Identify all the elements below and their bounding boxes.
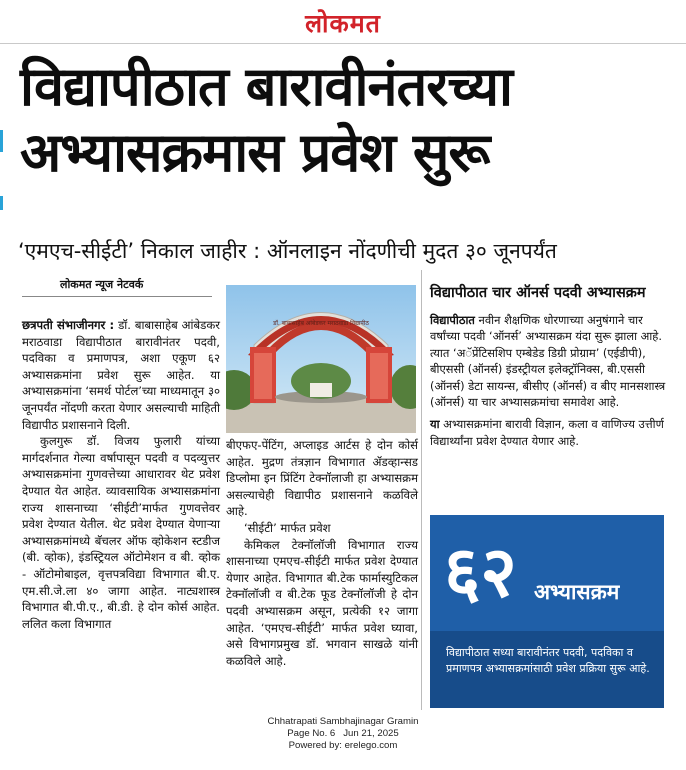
dateline: छत्रपती संभाजीनगर : xyxy=(22,318,115,332)
sidebar-heading: विद्यापीठात चार ऑनर्स पदवी अभ्यासक्रम xyxy=(430,285,646,301)
powered-by: Powered by: erelego.com xyxy=(288,740,398,751)
paragraph-text: डॉ. बाबासाहेब आंबेडकर मराठवाडा विद्यापीठात बारावीनंतर पदवी, पदविका व प्रमाणपत्र, अशा एकूण ६२ अभ्यासक्रमांना प्रवेश सुरू आहेत. या अभ्यासक्रमांना ‘समर्थ पोर्टल’च्या माध्यमातून ३० जूनपर्यंत नोंदणी करता येणार असल्याची माहिती विद्यापीठ प्रशासनाने दिली. xyxy=(22,318,220,432)
university-gate-photo xyxy=(226,285,416,433)
highlight-note: विद्यापीठात सध्या बारावीनंतर पदवी, पदविका व प्रमाणपत्र अभ्यासक्रमांसाठी प्रवेश प्रक्रिया सुरू आहे. xyxy=(446,646,650,675)
sub-heading: ‘सीईटी’ मार्फत प्रवेश xyxy=(244,520,331,535)
sidebar-text: अभ्यासक्रमांना बारावी विज्ञान, कला व वाणिज्य उत्तीर्ण विद्यार्थ्यांना प्रवेश देण्यात येणार आहे. xyxy=(430,417,664,448)
highlight-unit: अभ्यासक्रम xyxy=(534,580,620,604)
paragraph: कुलगुरू डॉ. विजय फुलारी यांच्या मार्गदर्शनात गेल्या वर्षापासून पदवी व पदव्युत्तर अभ्यासक्रमांना गुणवत्तेच्या आधारावर थेट प्रवेश देण्यात येत आहेत. व्यावसायिक अभ्यासक्रमांना राज्य शासनाच्या ‘सीईटी’मार्फत गुणवत्तेवर प्रवेश देण्यात येतील. थेट प्रवेश देण्यात येणाऱ्या अभ्यासक्रमांमध्ये बॅचलर ऑफ व्होकेशन स्टडीज (बी. व्होक), इंडस्ट्रियल ऑटोमेशन व बी. व्होक - ऑटोमोबाइल, वृत्तपत्रविद्या विभागात बी.ए. एम.सी.जे.ला ४० जागा आहेत. नाट्यशास्त्र विभागात बी.पी.ए., बी.डी. हे दोन कोर्स आहेत. ललित कला विभागात xyxy=(22,434,220,631)
sidebar-lead: विद्यापीठात xyxy=(430,313,475,327)
sidebar-paragraph xyxy=(430,416,666,449)
masthead-divider xyxy=(0,43,686,44)
article-column-2 xyxy=(226,437,418,669)
paragraph xyxy=(22,317,220,433)
article-column-1 xyxy=(22,317,220,632)
paragraph: बीएफए-पेंटिंग, अप्लाइड आर्टस हे दोन कोर्स आहेत. मुद्रण तंत्रज्ञान विभागात ॲडव्हान्सड डिप्लोमा इन प्रिंटिंग टेक्नॉलाजी हा अभ्यासक्रम असल्याचेही विद्यापीठ प्रशासनाने कळविले आहे. xyxy=(226,438,418,519)
edge-marker xyxy=(0,196,3,210)
sidebar-paragraph xyxy=(430,312,666,410)
newspaper-logo: लोकमत xyxy=(305,9,381,38)
article-headline: विद्यापीठात बारावीनंतरच्या अभ्यासक्रमास प्रवेश सुरू xyxy=(20,55,513,184)
edge-marker xyxy=(0,130,3,152)
masthead xyxy=(0,0,686,40)
column-divider xyxy=(421,270,422,710)
highlight-number: ६२ xyxy=(444,531,517,613)
page-and-date: Page No. 6 Jun 21, 2025 xyxy=(287,728,399,739)
sidebar-text: नवीन शैक्षणिक धोरणाच्या अनुषंगाने चार वर्षांच्या पदवी ‘ऑनर्स’ अभ्यासक्रम यंदा सुरू झाला आहे. त्यात ‘अॅप्रेंटिसशिप एम्बेडेड डिग्री प्रोग्राम’ (एईडीपी), बीएससी (ऑनर्स) इंडस्ट्रीयल इलेक्ट्रॉनिक्स, बी.एससी (ऑनर्स) डेटा सायन्स, बीसीए (ऑनर्स) व बीए मानसशास्त्र (ऑनर्स) या चार अभ्यासक्रमांचा समावेश आहे. xyxy=(430,313,666,410)
highlight-box xyxy=(430,515,664,708)
gate-arch-text: डॉ. बाबासाहेब आंबेडकर मराठवाडा विद्यापीठ xyxy=(273,320,369,327)
edition-name: Chhatrapati Sambhajinagar Gramin xyxy=(267,716,419,727)
sidebar-lead: या xyxy=(430,417,440,432)
highlight-note-panel xyxy=(430,631,664,708)
sidebar-box xyxy=(430,282,666,449)
article-subhead: ‘एमएच-सीईटी’ निकाल जाहीर : ऑनलाइन नोंदणीची मुदत ३० जूनपर्यंत xyxy=(18,239,557,263)
page-footer xyxy=(0,716,686,752)
byline: लोकमत न्यूज नेटवर्क xyxy=(60,278,144,291)
gate-illustration xyxy=(226,285,416,433)
paragraph: केमिकल टेक्नॉलॉजी विभागात राज्य शासनाच्या एमएच-सीईटी मार्फत प्रवेश देण्यात येणार आहेत. विभागात बी.टेक फार्मास्युटिकल टेक्नॉलॉजी व बी.टेक फूड टेक्नॉलॉजी हे दोन पदवी अभ्यासक्रम असून, प्रत्येकी १२ जागा आहेत. ‘एमएच-सीईटी’ मार्फत प्रवेश घ्यावा, असे विभागप्रमुख डॉ. भगवान साखळे यांनी कळविले आहे. xyxy=(226,537,418,668)
byline-rule xyxy=(22,296,212,297)
